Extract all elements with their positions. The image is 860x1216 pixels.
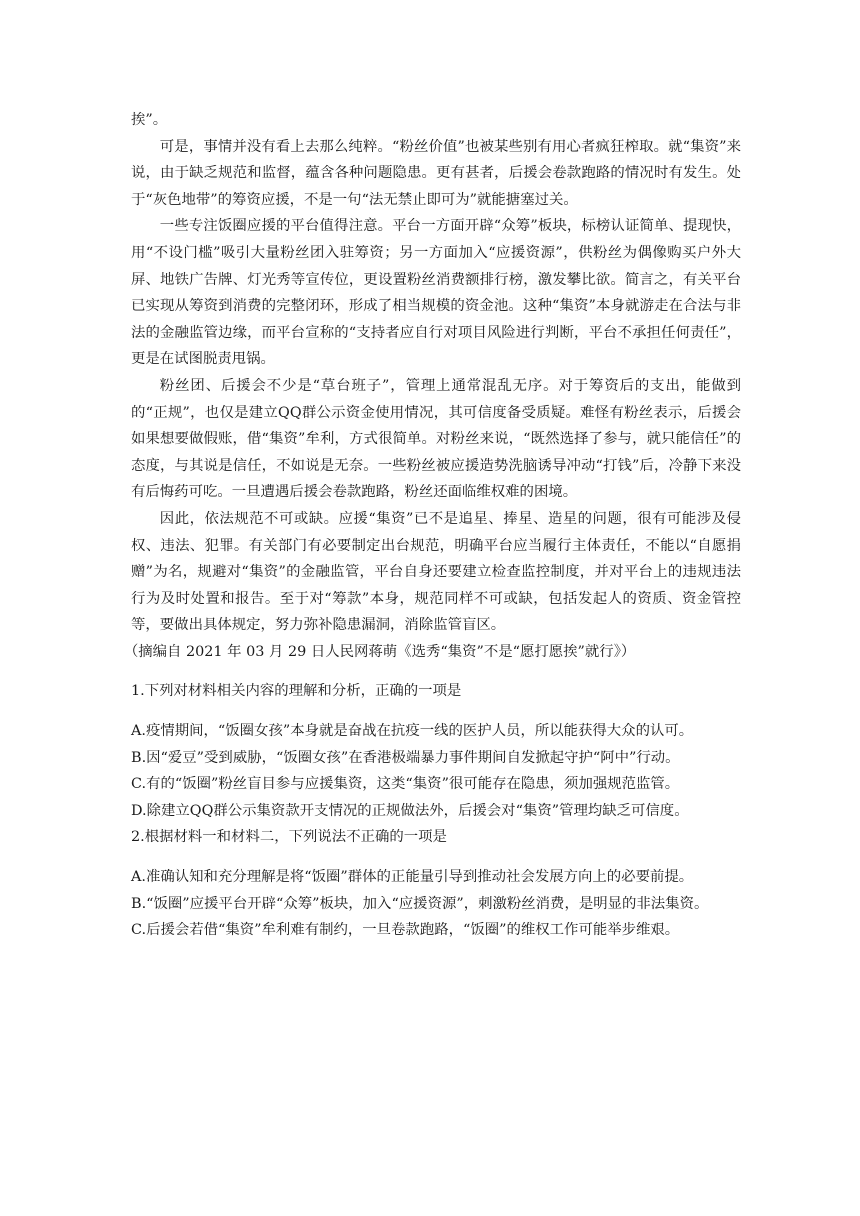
- option-c: C.后援会若借“集资”牟利难有制约，一旦卷款跑路，“饭圈”的维权工作可能举步维艰。: [131, 922, 680, 939]
- paragraph: 粉丝团、后援会不少是“草台班子”，管理上通常混乱无序。对于筹资后的支出，能做到的“正规”，也仅是建立QQ群公示资金使用情况，其可信度备受质疑。难怪有粉丝表示，后援会如果想要做假账，借“集资”牟利，方式很简单。对粉丝来说，“既然选择了参与，就只能信任”的态度，与其说是信任，不如说是无奈。一些粉丝被应援造势洗脑诱导冲动“打钱”后，冷静下来没有后悔药可吃。一旦遭遇后援会卷款跑路，粉丝还面临维权难的困境。: [131, 377, 741, 501]
- option-c: C.有的“饭圈”粉丝盲目参与应援集资，这类“集资”很可能存在隐患，须加强规范监管。: [131, 776, 680, 793]
- source-citation: （摘编自 2021 年 03 月 29 日人民网蒋萌《选秀“集资”不是“愿打愿挨”就行》）: [123, 643, 636, 660]
- question-stem: 2.根据材料一和材料二，下列说法不正确的一项是: [131, 829, 447, 846]
- option-d: D.除建立QQ群公示集资款开支情况的正规做法外，后援会对“集资”管理均缺乏可信度。: [131, 802, 689, 819]
- paragraph: 一些专注饭圈应援的平台值得注意。平台一方面开辟“众筹”板块，标榜认证简单、提现快，用“不设门槛”吸引大量粉丝团入驻筹资；另一方面加入“应援资源”，供粉丝为偶像购买户外大屏、地铁广告牌、灯光秀等宣传位，更设置粉丝消费额排行榜，激发攀比欲。简言之，有关平台已实现从筹资到消费的完整闭环，形成了相当规模的资金池。这种“集资”本身就游走在合法与非法的金融监管边缘，而平台宣称的“支持者应自行对项目风险进行判断，平台不承担任何责任”，更是在试图脱责甩锅。: [131, 218, 741, 368]
- paragraph: 因此，依法规范不可或缺。应援“集资”已不是追星、捧星、造星的问题，很有可能涉及侵权、违法、犯罪。有关部门有必要制定出台规范，明确平台应当履行主体责任，不能以“自愿捐赠”为名，规避对“集资”的金融监管，平台自身还要建立检查监控制度，并对平台上的违规违法行为及时处置和报告。至于对“筹款”本身，规范同样不可或缺，包括发起人的资质、资金管控等，要做出具体规定，努力弥补隐患漏洞，消除监管盲区。: [131, 510, 741, 634]
- paragraph: 可是，事情并没有看上去那么纯粹。“粉丝价值”也被某些别有用心者疯狂榨取。就“集资”来说，由于缺乏规范和监督，蕴含各种问题隐患。更有甚者，后援会卷款跑路的情况时有发生。处于“灰色地带”的筹资应援，不是一句“法无禁止即可为”就能搪塞过关。: [131, 138, 741, 208]
- question-options: [131, 864, 741, 944]
- article-body: [123, 107, 741, 944]
- option-b: B.“饭圈”应援平台开辟“众筹”板块，加入“应援资源”，刺激粉丝消费，是明显的非法集资。: [131, 895, 709, 912]
- option-a: A.准确认知和充分理解是将“饭圈”群体的正能量引导到推动社会发展方向上的必要前提。: [131, 869, 694, 886]
- option-a: A.疫情期间，“饭圈女孩”本身就是奋战在抗疫一线的医护人员，所以能获得大众的认可。: [131, 723, 694, 740]
- paragraph: 挨”。: [131, 112, 168, 128]
- question-options: [131, 718, 741, 824]
- question-stem: 1.下列对材料相关内容的理解和分析，正确的一项是: [131, 683, 462, 700]
- option-b: B.因“爱豆”受到威胁，“饭圈女孩”在香港极端暴力事件期间自发掀起守护“阿中”行动。: [131, 749, 680, 766]
